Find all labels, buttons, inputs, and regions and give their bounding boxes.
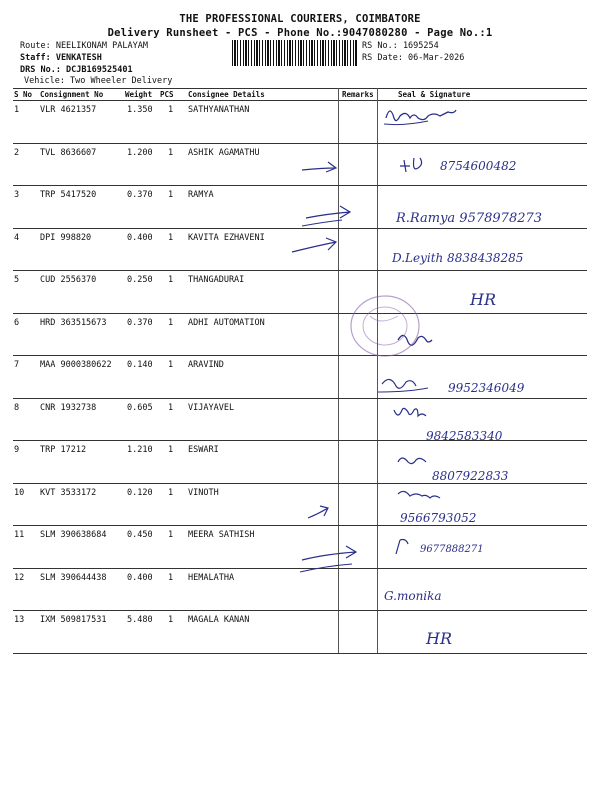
hw-row4: D.Leyith 8838438285 [392,251,524,265]
row-consignment-no: CUD 2556370 [40,275,97,285]
row-divider [13,143,587,144]
row-consignment-no: TVL 8636607 [40,147,97,158]
col-consignment: Consignment No [40,90,104,99]
barcode [232,40,358,66]
row-weight: 0.400 [127,232,153,243]
row-weight: 0.400 [127,572,153,583]
row-sno: 1 [14,105,20,115]
col-weight: Weight [125,90,153,99]
row-divider [13,313,587,314]
hw-row10: 9566793052 [400,511,477,525]
row-sno: 3 [14,190,20,200]
row-consignment-no: IXM 509817531 [40,615,107,625]
row-pcs: 1 [168,615,174,625]
row-weight: 0.370 [127,190,153,200]
row-weight: 0.450 [127,530,153,540]
row-pcs: 1 [168,530,174,540]
row-divider [13,440,587,441]
row-pcs: 1 [168,487,174,498]
row-weight: 1.350 [127,105,153,115]
col-sno: S No [14,90,33,99]
row-divider [13,568,587,569]
col-remarks: Remarks [342,90,374,99]
row-consignment-no: TRP 5417520 [40,190,97,200]
hw-row13: HR [426,629,452,648]
row-consignment-no: DPI 998820 [40,232,92,243]
row-weight: 0.140 [127,360,153,370]
row-pcs: 1 [168,105,174,115]
row-sno: 8 [14,402,20,413]
row-pcs: 1 [168,360,174,370]
row-consignee: THANGADURAI [188,275,245,285]
vehicle-label: Vehicle: Two Wheeler Delivery [24,76,173,86]
row-sno: 7 [14,360,20,370]
row-consignment-no: KVT 3533172 [40,487,97,498]
row-consignment-no: MAA 9000380622 [40,360,112,370]
row-pcs: 1 [168,275,174,285]
row-consignee: ESWARI [188,445,219,455]
row-consignee: RAMYA [188,190,214,200]
row-weight: 1.210 [127,445,153,455]
row-consignee: ASHIK AGAMATHU [188,147,260,158]
row-weight: 0.605 [127,402,153,413]
rs-date: RS Date: 06-Mar-2026 [362,53,465,63]
hw-row5: HR [470,290,496,309]
row-divider [13,610,587,611]
row-consignee: MAGALA KANAN [188,615,250,625]
hw-row3: R.Ramya 9578978273 [396,211,543,226]
row-divider [13,525,587,526]
row-divider [13,228,587,229]
row-sno: 5 [14,275,20,285]
rs-number: RS No.: 1695254 [362,41,439,51]
col-seal: Seal & Signature [398,90,471,99]
row-pcs: 1 [168,402,174,413]
row-consignee: MEERA SATHISH [188,530,255,540]
row-divider [13,185,587,186]
hw-row12: G.monika [384,589,442,603]
row-consignment-no: SLM 390638684 [40,530,107,540]
row-pcs: 1 [168,445,174,455]
row-consignment-no: CNR 1932738 [40,402,97,413]
row-consignee: ADHI AUTOMATION [188,317,265,328]
row-weight: 0.370 [127,317,153,328]
row-pcs: 1 [168,190,174,200]
hw-row8: 9842583340 [426,429,503,443]
row-sno: 4 [14,232,20,243]
row-pcs: 1 [168,232,174,243]
row-sno: 11 [14,530,25,540]
row-divider [13,270,587,271]
row-consignment-no: VLR 4621357 [40,105,97,115]
hw-row11: 9677888271 [420,544,484,555]
row-sno: 13 [14,615,25,625]
row-divider [13,398,587,399]
row-sno: 10 [14,487,25,498]
company-seal-stamp [340,286,430,366]
row-divider [13,653,587,654]
row-consignee: SATHYANATHAN [188,105,250,115]
row-pcs: 1 [168,572,174,583]
row-weight: 0.250 [127,275,153,285]
runsheet-subtitle: Delivery Runsheet - PCS - Phone No.:9047080280 - Page No.:1 [107,27,493,39]
route-label: Route: NEELIKONAM PALAYAM [20,41,148,51]
hw-row9: 8807922833 [432,469,509,483]
row-consignee: VINOTH [188,487,219,498]
row-consignee: ARAVIND [188,360,224,370]
row-consignee: KAVITA EZHAVENI [188,232,265,243]
row-sno: 2 [14,147,20,158]
hw-row7: 9952346049 [448,381,525,395]
row-consignment-no: TRP 17212 [40,445,87,455]
row-consignee: HEMALATHA [188,572,235,583]
row-weight: 0.120 [127,487,153,498]
row-consignment-no: HRD 363515673 [40,317,107,328]
row-weight: 1.200 [127,147,153,158]
row-divider [13,483,587,484]
row-sno: 12 [14,572,25,583]
drs-number: DRS No.: DCJB169525401 [20,65,133,75]
row-sno: 9 [14,445,20,455]
row-consignment-no: SLM 390644438 [40,572,107,583]
hw-row2: 8754600482 [440,159,517,173]
row-pcs: 1 [168,147,174,158]
row-divider [13,355,587,356]
col-consignee: Consignee Details [188,90,265,99]
row-pcs: 1 [168,317,174,328]
staff-label: Staff: VENKATESH [20,53,102,63]
col-pcs: PCS [160,90,174,99]
row-weight: 5.480 [127,615,153,625]
company-title: THE PROFESSIONAL COURIERS, COIMBATORE [179,13,421,25]
row-consignee: VIJAYAVEL [188,402,235,413]
row-sno: 6 [14,317,20,328]
